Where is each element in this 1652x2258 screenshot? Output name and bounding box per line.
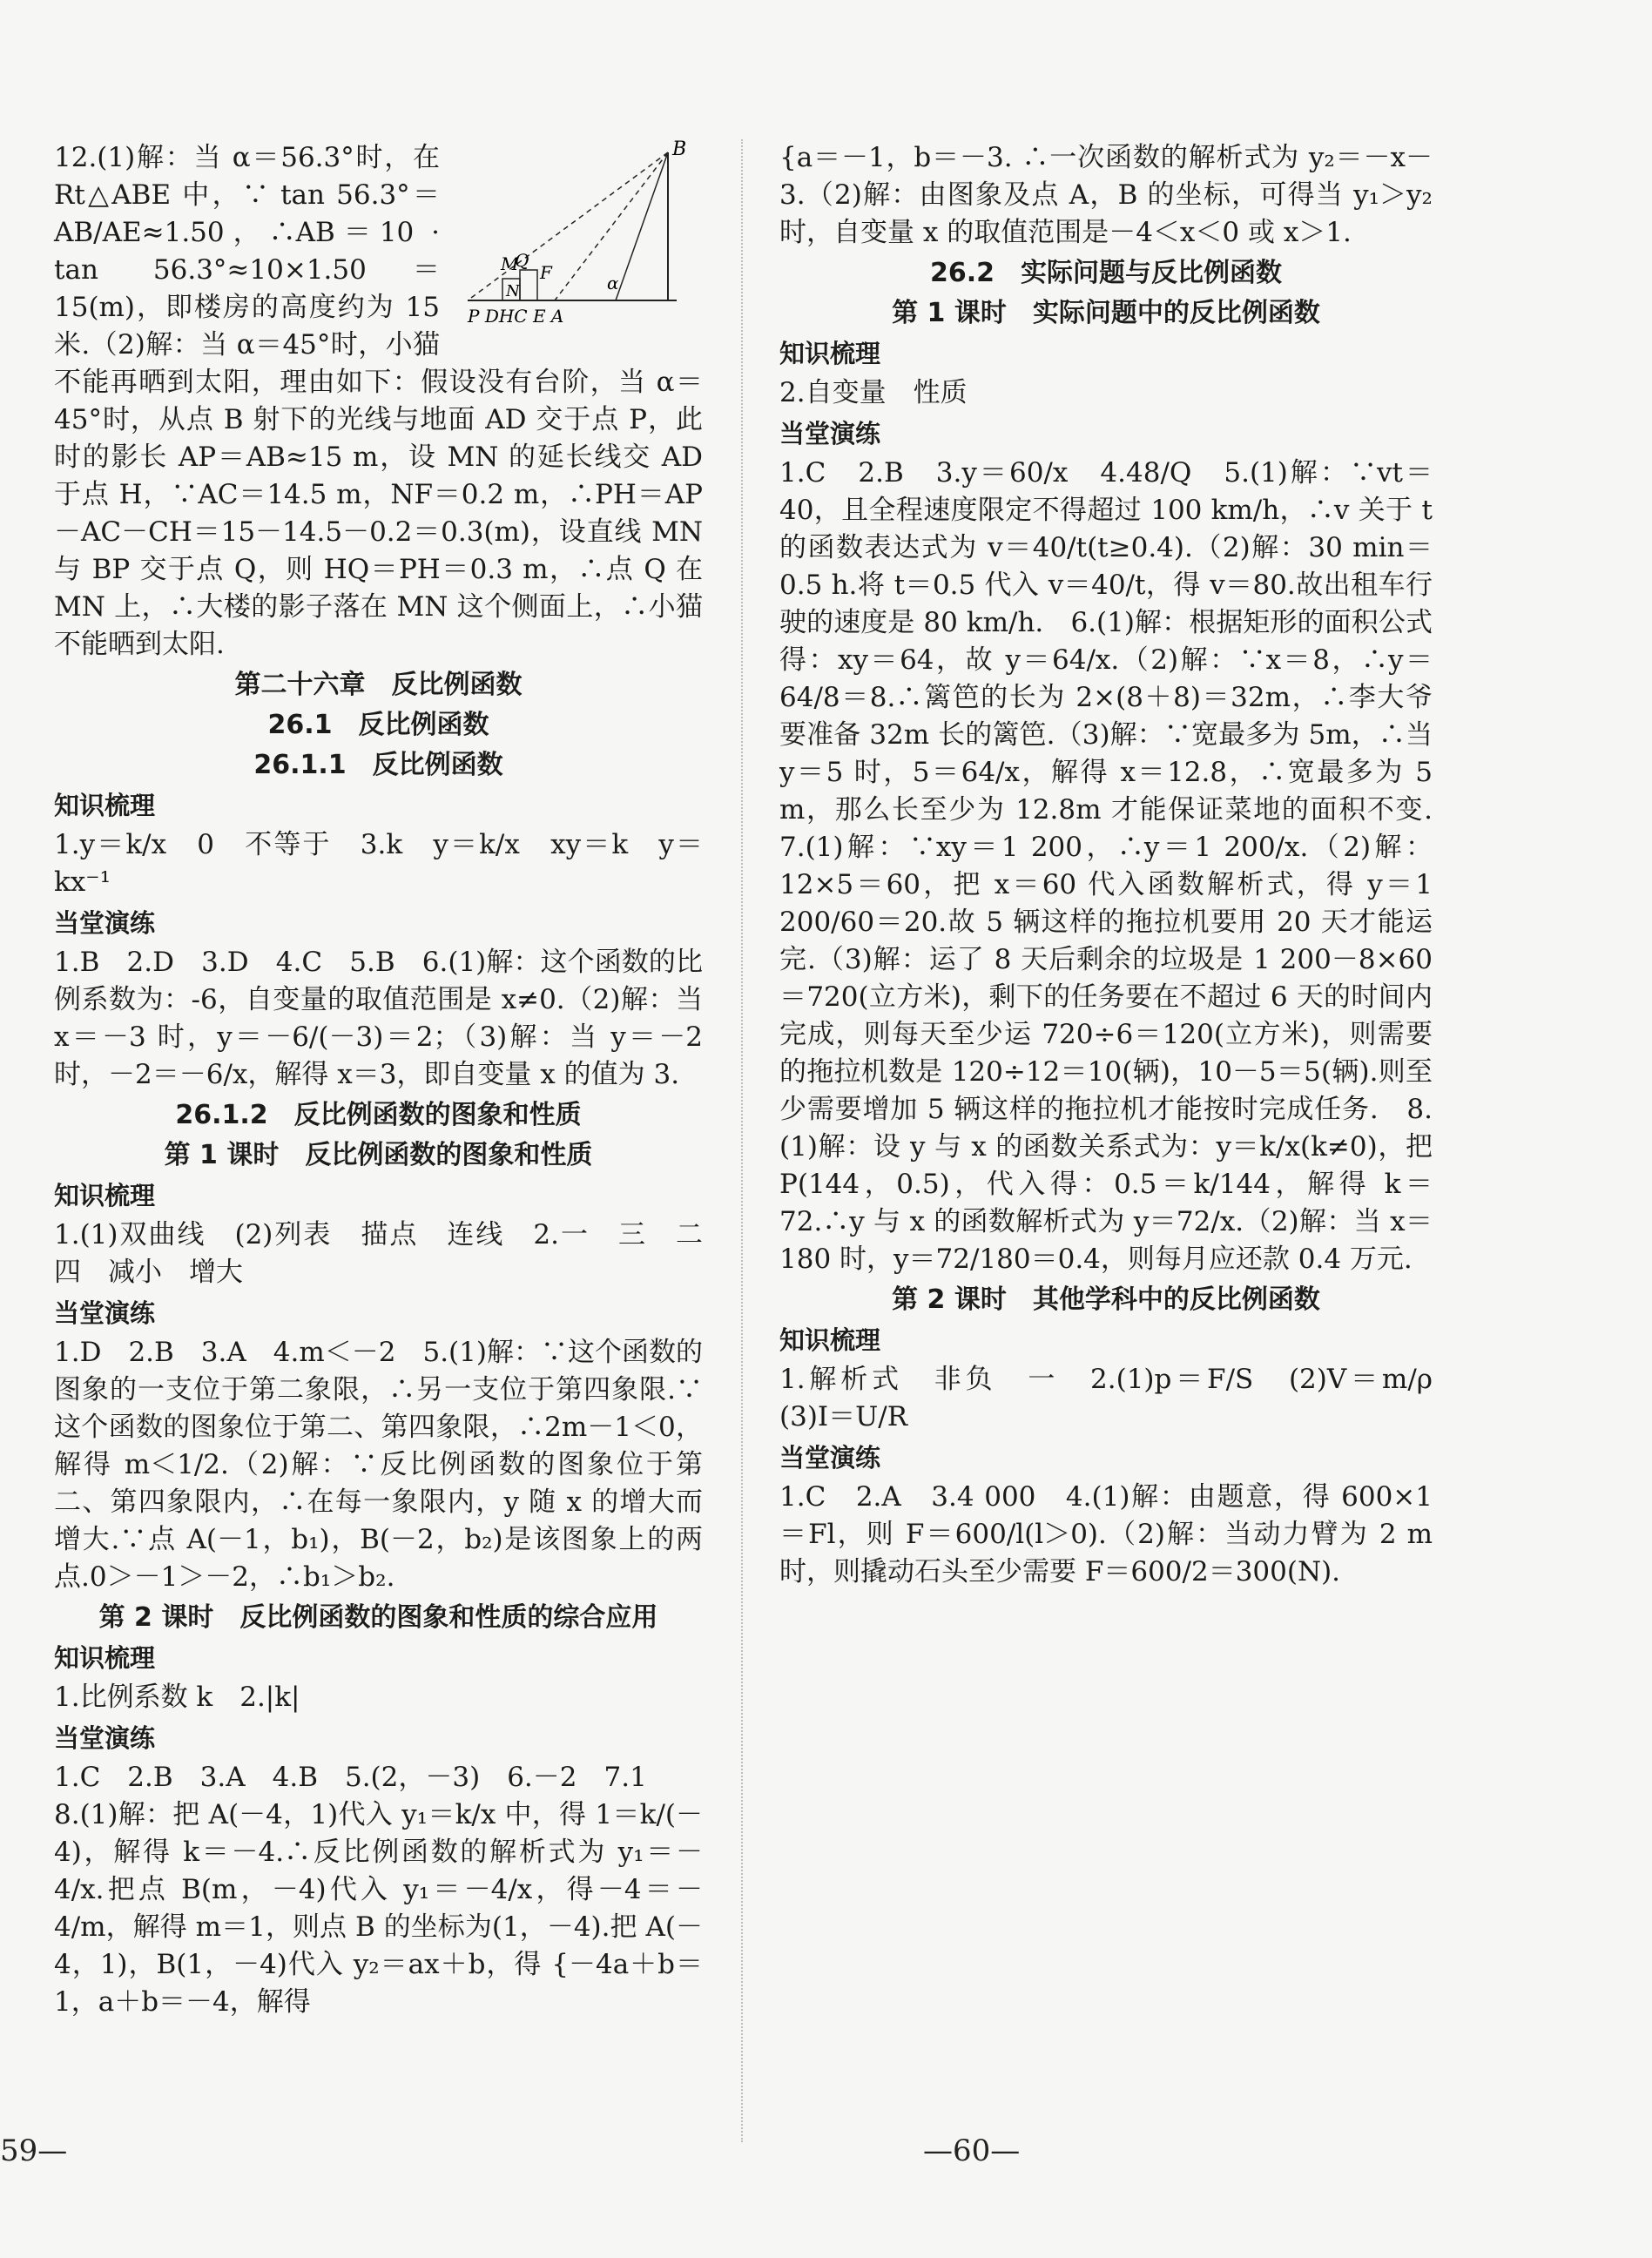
left-column (54, 139, 730, 2021)
practice-text: 1.C 2.A 3.4 000 4.(1)解：由题意，得 600×1＝Fl，则 F＝600/l(l＞0).（2)解：当动力臂为 2 m 时，则撬动石头至少需要 F＝600/2＝300(N). (779, 1481, 1433, 1587)
label-n: N (506, 282, 520, 300)
right-column (779, 139, 1460, 1591)
lesson-2-title: 第 2 课时 其他学科中的反比例函数 (892, 1284, 1320, 1315)
practice-label: 当堂演练 (54, 1723, 156, 1753)
practice-label: 当堂演练 (779, 1443, 881, 1473)
lesson-2-title: 第 2 课时 反比例函数的图象和性质的综合应用 (98, 1602, 658, 1633)
knowledge-text: 2.自变量 性质 (779, 377, 968, 408)
label-m: M (501, 253, 519, 274)
practice-text: 1.C 2.B 3.y＝60/x 4.48/Q 5.(1)解：∵vt＝40，且全程速度限定不得超过 100 km/h，∴v 关于 t 的函数表达式为 v＝40/t(t≥0.4).（2)解：30 min＝0.5 h.将 t＝0.5 代入 v＝40/t，得 v＝80.故出租车行驶的速度是 80 km/h. 6.(1)解：根据矩形的面积公式得：xy＝64，故 y＝64/x.（2)解：∵x＝8，∴y＝64/8＝8.∴篱笆的长为 2×(8＋8)＝32m，∴李大爷要准备 32m 长的篱笆.（3)解：∵宽最多为 5m，∴当 y＝5 时，5＝64/x，解得 x＝12.8，∴宽最多为 5 m，那么长至少为 12.8m 才能保证菜地的面积不变. 7.(1)解：∵xy＝1 200，∴y＝1 200/x.（2)解：12×5＝60，把 x＝60 代入函数解析式，得 y＝1 200/60＝20.故 5 辆这样的拖拉机要用 20 天才能运完.（3)解：运了 8 天后剩余的垃圾是 1 200－8×60＝720(立方米)，剩下的任务要在不超过 6 天的时间内完成，则每天至少运 720÷6＝120(立方米)，则需要的拖拉机数是 120÷12＝10(辆)，10－5＝5(辆).则至少需要增加 5 辆这样的拖拉机才能按时完成任务. 8.(1)解：设 y 与 x 的函数关系式为：y＝k/x(k≠0)，把 P(144，0.5)，代入得：0.5＝k/144，解得 k＝72.∴y 与 x 的函数解析式为 y＝72/x.（2)解：当 x＝180 时，y＝72/180＝0.4，则每月应还款 0.4 万元. (779, 457, 1460, 1275)
center-page-number: —60— (923, 2133, 1021, 2168)
continuation-text: {a＝－1，b＝－3. ∴一次函数的解析式为 y₂＝－x－3.（2)解：由图象及点 A，B 的坐标，可得当 y₁＞y₂ 时，自变量 x 的取值范围是－4＜x＜0 或 x＞1. (779, 142, 1433, 248)
column-divider (741, 139, 743, 2142)
section-26-1: 26.1 反比例函数 (267, 710, 489, 740)
knowledge-label: 知识梳理 (54, 1181, 156, 1210)
lesson-1-title: 第 1 课时 反比例函数的图象和性质 (164, 1140, 593, 1170)
building-shadow-diagram (450, 139, 703, 331)
geometry-figure (450, 139, 703, 331)
practice-text: 1.B 2.D 3.D 4.C 5.B 6.(1)解：这个函数的比例系数为：-6，自变量的取值范围是 x≠0.（2)解：当 x＝－3 时，y＝－6/(－3)＝2；（3)解：当 y＝－2 时，－2＝－6/x，解得 x＝3，即自变量 x 的值为 3. (54, 947, 703, 1090)
knowledge-label: 知识梳理 (54, 1643, 156, 1673)
knowledge-label: 知识梳理 (54, 791, 156, 820)
knowledge-text: 1.解析式 非负 一 2.(1)p＝F/S (2)V＝m/ρ (3)I＝U/R (779, 1364, 1460, 1432)
practice-label: 当堂演练 (779, 419, 881, 448)
practice-label: 当堂演练 (54, 908, 156, 938)
knowledge-text: 1.(1)双曲线 (2)列表 描点 连线 2.一 三 二 四 减小 增大 (54, 1219, 730, 1288)
answer-q12: 12.(1)解：当 α＝56.3°时，在 Rt△ABE 中，∵ tan 56.3°＝AB/AE≈1.50，∴AB＝10 · tan 56.3°≈10×1.50＝15(m)，即楼房的高度约为 15 米.（2)解：当 α＝45°时，小猫不能再晒到太阳，理由如下：假设没有台阶，当 α＝45°时，从点 B 射下的光线与地面 AD 交于点 P，此时的影长 AP＝AB≈15 m，设 MN 的延长线交 AD 于点 H，∵AC＝14.5 m，NF＝0.2 m，∴PH＝AP－AC－CH＝15－14.5－0.2＝0.3(m)，设直线 MN 与 BP 交于点 Q，则 HQ＝PH＝0.3 m，∴点 Q 在 MN 上，∴大楼的影子落在 MN 这个侧面上，∴小猫不能晒到太阳. (54, 142, 703, 660)
knowledge-text: 1.比例系数 k 2.|k| (54, 1682, 300, 1713)
lesson-1-title: 第 1 课时 实际问题中的反比例函数 (892, 298, 1320, 328)
knowledge-text: 1.y＝k/x 0 不等于 3.k y＝k/x xy＝k y＝kx⁻¹ (54, 829, 703, 898)
practice-text: 1.C 2.B 3.A 4.B 5.(2，－3) 6.－2 7.1 (54, 1762, 647, 1793)
section-26-1-2: 26.1.2 反比例函数的图象和性质 (175, 1100, 582, 1130)
left-page-number: 59— (0, 2133, 68, 2168)
label-q: Q (515, 250, 529, 271)
section-26-1-1: 26.1.1 反比例函数 (253, 750, 503, 780)
section-26-2: 26.2 实际问题与反比例函数 (929, 258, 1283, 288)
label-b: B (672, 139, 687, 160)
knowledge-label: 知识梳理 (779, 1325, 881, 1355)
chapter-title: 第二十六章 反比例函数 (234, 670, 523, 700)
practice-label: 当堂演练 (54, 1298, 156, 1328)
practice-text-q8: 8.(1)解：把 A(－4，1)代入 y₁＝k/x 中，得 1＝k/(－4)，解得 k＝－4.∴反比例函数的解析式为 y₁＝－4/x.把点 B(m，－4)代入 y₁＝－4/x，得－4＝－4/m，解得 m＝1，则点 B 的坐标为(1，－4).把 A(－4，1)，B(1，－4)代入 y₂＝ax＋b，得 {－4a＋b＝1，a＋b＝－4，解得 (54, 1799, 703, 2018)
practice-text: 1.D 2.B 3.A 4.m＜－2 5.(1)解：∵这个函数的图象的一支位于第二象限，∴另一支位于第四象限.∵这个函数的图象位于第二、第四象限，∴2m－1＜0，解得 m＜1/2.（2)解：∵反比例函数的图象位于第二、第四象限内，∴在每一象限内，y 随 x 的增大而增大.∵点 A(－1，b₁)，B(－2，b₂)是该图象上的两点.0＞－1＞－2，∴b₁＞b₂. (54, 1337, 703, 1593)
label-alpha: α (607, 273, 619, 293)
knowledge-label: 知识梳理 (779, 339, 881, 368)
label-f: F (540, 262, 552, 283)
label-bottom-points: P DHC E A (468, 306, 564, 327)
